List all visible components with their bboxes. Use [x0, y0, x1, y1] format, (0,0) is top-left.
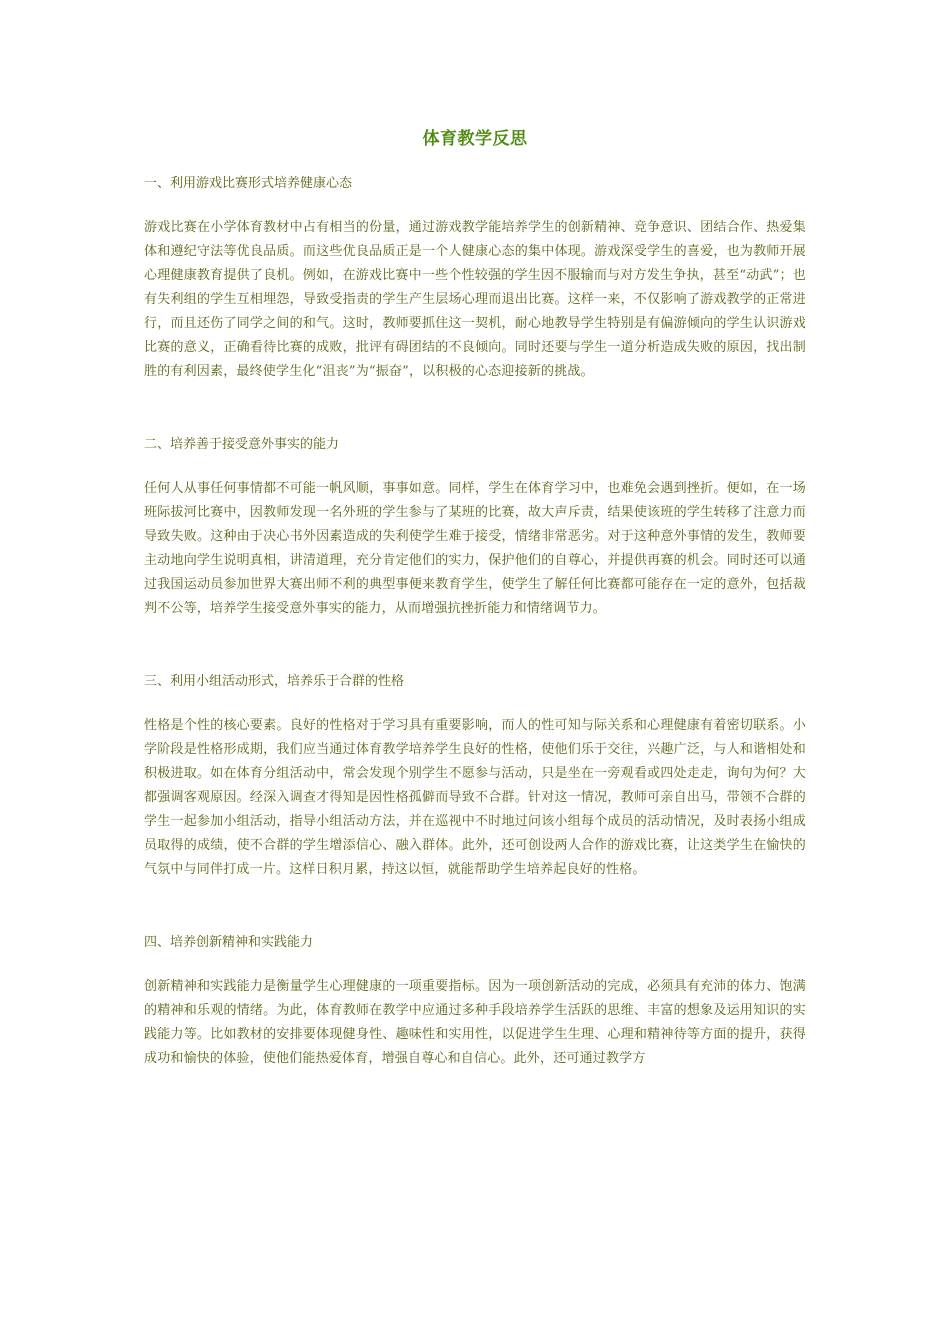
section-2	[144, 433, 806, 621]
section-paragraph: 性格是个性的核心要素。良好的性格对于学习具有重要影响，而人的性可知与际关系和心理健康有着密切联系。小学阶段是性格形成期，我们应当通过体育教学培养学生良好的性格，使他们乐于交往，兴趣广泛，与人和谐相处和积极进取。如在体育分组活动中，常会发现个别学生不愿参与活动，只是坐在一旁观看或四处走走，询句为何？大都强调客观原因。经深入调查才得知是因性格孤僻而导致不合群。针对这一情况，教师可亲自出马，带领不合群的学生一起参加小组活动，指导小组活动方法，并在巡视中不时地过问该小组每个成员的活动情况，及时表扬小组成员取得的成绩，使不合群的学生增添信心、融入群体。此外，还可创设两人合作的游戏比赛，让这类学生在愉快的气氛中与同伴打成一片。这样日积月累，持这以恒，就能帮助学生培养起良好的性格。	[144, 718, 806, 877]
section-heading: 一、利用游戏比赛形式培养健康心态	[144, 176, 353, 191]
section-heading: 四、培养创新精神和实践能力	[144, 935, 314, 950]
document-body	[144, 172, 806, 1120]
section-heading: 二、培养善于接受意外事实的能力	[144, 437, 340, 452]
section-paragraph: 创新精神和实践能力是衡量学生心理健康的一项重要指标。因为一项创新活动的完成，必须具有充沛的体力、饱满的精神和乐观的情绪。为此，体育教师在教学中应通过多种手段培养学生活跃的思维、丰富的想象及运用知识的实践能力等。比如教材的安排要体现健身性、趣味性和实用性，以促进学生生理、心理和精神待等方面的提升，获得成功和愉快的体验，使他们能热爱体育，增强自尊心和自信心。此外，还可通过教学方	[144, 979, 806, 1066]
section-paragraph: 任何人从事任何事情都不可能一帆风顺，事事如意。同样，学生在体育学习中，也难免会遇到挫折。便如，在一场班际拔河比赛中，因教师发现一名外班的学生参与了某班的比赛，故大声斥责，结果使该班的学生转移了注意力而导致失败。这种由于决心书外因素造成的失利使学生难于接受，情绪非常恶劣。对于这种意外事情的发生，教师要主动地向学生说明真相，讲清道理，充分肯定他们的实力，保护他们的自尊心，并提供再赛的机会。同时还可以通过我国运动员参加世界大赛出师不利的典型事便来教育学生，使学生了解任何比赛都可能存在一定的意外，包括裁判不公等，培养学生接受意外事实的能力，从而增强抗挫折能力和情绪调节力。	[144, 481, 806, 616]
section-heading: 三、利用小组活动形式，培养乐于合群的性格	[144, 674, 405, 689]
document-title: 体育教学反思	[422, 129, 528, 149]
section-1	[144, 172, 806, 384]
section-4	[144, 931, 806, 1071]
section-3	[144, 670, 806, 882]
section-paragraph: 游戏比赛在小学体育教材中占有相当的份量，通过游戏教学能培养学生的创新精神、竞争意识、团结合作、热爱集体和遵纪守法等优良品质。而这些优良品质正是一个人健康心态的集中体现。游戏深受学生的喜爱，也为教师开展心理健康教育提供了良机。例如，在游戏比赛中一些个性较强的学生因不服输而与对方发生争执，甚至“动武”；也有失利组的学生互相埋怨，导致受指责的学生产生层场心理而退出比赛。这样一来，不仅影响了游戏教学的正常进行，而且还伤了同学之间的和气。这时，教师要抓住这一契机，耐心地教导学生特别是有偏游倾向的学生认识游戏比赛的意义，正确看待比赛的成败，批评有碍团结的不良倾向。同时还要与学生一道分析造成失败的原因，找出制胜的有利因素，最终使学生化“沮丧”为“振奋”，以积极的心态迎接新的挑战。	[144, 220, 806, 379]
